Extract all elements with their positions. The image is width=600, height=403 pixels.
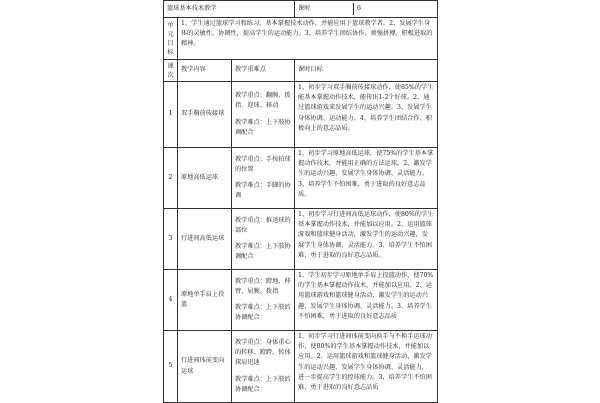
lesson-number: 3 bbox=[164, 209, 178, 270]
column-header-row bbox=[164, 60, 438, 82]
lesson-goal: 1、初步学习行进间体前变向换手与不换手运球动作，使80%的学生基本掌握动作技术，并能加以应用。2、运用篮球游戏和篮球健身活动，激发学生的运动兴趣，发展学生身体协调、灵活能力，进一步提高学生的控球能力。3、培养学生不怕困难，勇于进取的良好意志品质 bbox=[295, 331, 438, 403]
lesson-plan-table bbox=[163, 0, 438, 403]
unit-goal-row bbox=[164, 18, 438, 60]
lesson-goal: 1、初步学习行进间高低运球动作，使80%的学生基本掌握动作技术，并能加以应用。2、运用篮球游戏和篮球健身活动，激发学生的运动兴趣，发展学生身体协调、灵活能力。3、培养学生不怕困难，勇于进取的良好意志品质。 bbox=[295, 209, 438, 270]
lesson-content: 行进间高低运球 bbox=[178, 209, 232, 270]
hours-value: 6 bbox=[357, 4, 361, 12]
key-point: 教学重点：翻腕、拨指、迎球、移动 bbox=[235, 92, 291, 110]
lesson-plan-page bbox=[163, 0, 437, 400]
difficulty: 教学难点：上下肢的协调配合 bbox=[235, 375, 291, 393]
col-content: 教学内容 bbox=[178, 60, 232, 82]
lesson-number: 5 bbox=[164, 331, 178, 403]
lesson-number: 1 bbox=[164, 82, 178, 148]
lesson-content: 双手胸前传接球 bbox=[178, 82, 232, 148]
lesson-content: 原地高低运球 bbox=[178, 148, 232, 209]
lesson-number: 2 bbox=[164, 148, 178, 209]
key-point: 教学重点：身体重心的转移、蹬跨、转体探肩迅速 bbox=[235, 338, 291, 367]
difficulty: 教学难点：手脚的协调 bbox=[235, 182, 291, 200]
table-row bbox=[164, 209, 438, 270]
table-row bbox=[164, 148, 438, 209]
unit-goal-label: 单元目标 bbox=[164, 18, 178, 60]
lesson-content: 原地单手肩上投篮 bbox=[178, 270, 232, 331]
unit-goal-text: 1、学生通过篮球学习和练习，基本掌握技术动作，并能应用于篮球教学者。2、发展学生身体的灵敏性、协调性，提高学生的运动能力。3、培养学生团结协作，顽强拼搏、积极进取的精神。 bbox=[178, 18, 438, 60]
hours-label: 课时 bbox=[295, 3, 354, 15]
difficulty: 教学难点：上下肢协调配合 bbox=[235, 243, 291, 261]
key-point: 教学重点：推送球的部位 bbox=[235, 216, 291, 234]
col-key-points: 教学重难点 bbox=[232, 60, 295, 82]
col-lesson: 课次 bbox=[164, 60, 178, 82]
key-point: 教学重点：手按拍球的位置 bbox=[235, 155, 291, 173]
lesson-number: 4 bbox=[164, 270, 178, 331]
table-row bbox=[164, 331, 438, 403]
course-title: 篮球基本技术教学 bbox=[164, 1, 295, 18]
table-row bbox=[164, 270, 438, 331]
header-row bbox=[164, 1, 438, 18]
col-objectives: 课时目标 bbox=[295, 60, 438, 82]
key-point: 教学重点：蹬地、伸臂、屈腕、拨指 bbox=[235, 277, 291, 295]
lesson-goal: 1、学生初步学习原地单手肩上投篮动作，使70%的学生基本掌握动作技术，并能加以应用。2、运用篮球游戏和篮球健身活动，激发学生的运动兴趣，发展学生身体协调、灵活能力。3、培养学生不怕困难，勇于进取的良好意志品质 bbox=[295, 270, 438, 331]
table-row bbox=[164, 82, 438, 148]
lesson-content: 行进间体前变向运球 bbox=[178, 331, 232, 403]
lesson-goal: 1、初步学习原地高低运球，使75%的学生基本掌握动作技术，并能用正确的方法运球。2、激发学生的运动兴趣，发展学生身体协调、灵活能力。3、培养学生不怕困难，勇于进取的良好意志品质。 bbox=[295, 148, 438, 209]
difficulty: 教学难点：上下肢的协调配合 bbox=[235, 304, 291, 322]
lesson-goal: 1、初步学习双手胸前传接球动作，使85%的学生能基本掌握动作技术，能传出1-2个好球。2、通过篮球游戏来发展学生的运动兴趣。3、发展学生身体协调、运动能力。4、培养学生团结合作、积极向上的意志品质。 bbox=[295, 82, 438, 148]
difficulty: 教学难点：上下肢协调配合 bbox=[235, 118, 291, 136]
